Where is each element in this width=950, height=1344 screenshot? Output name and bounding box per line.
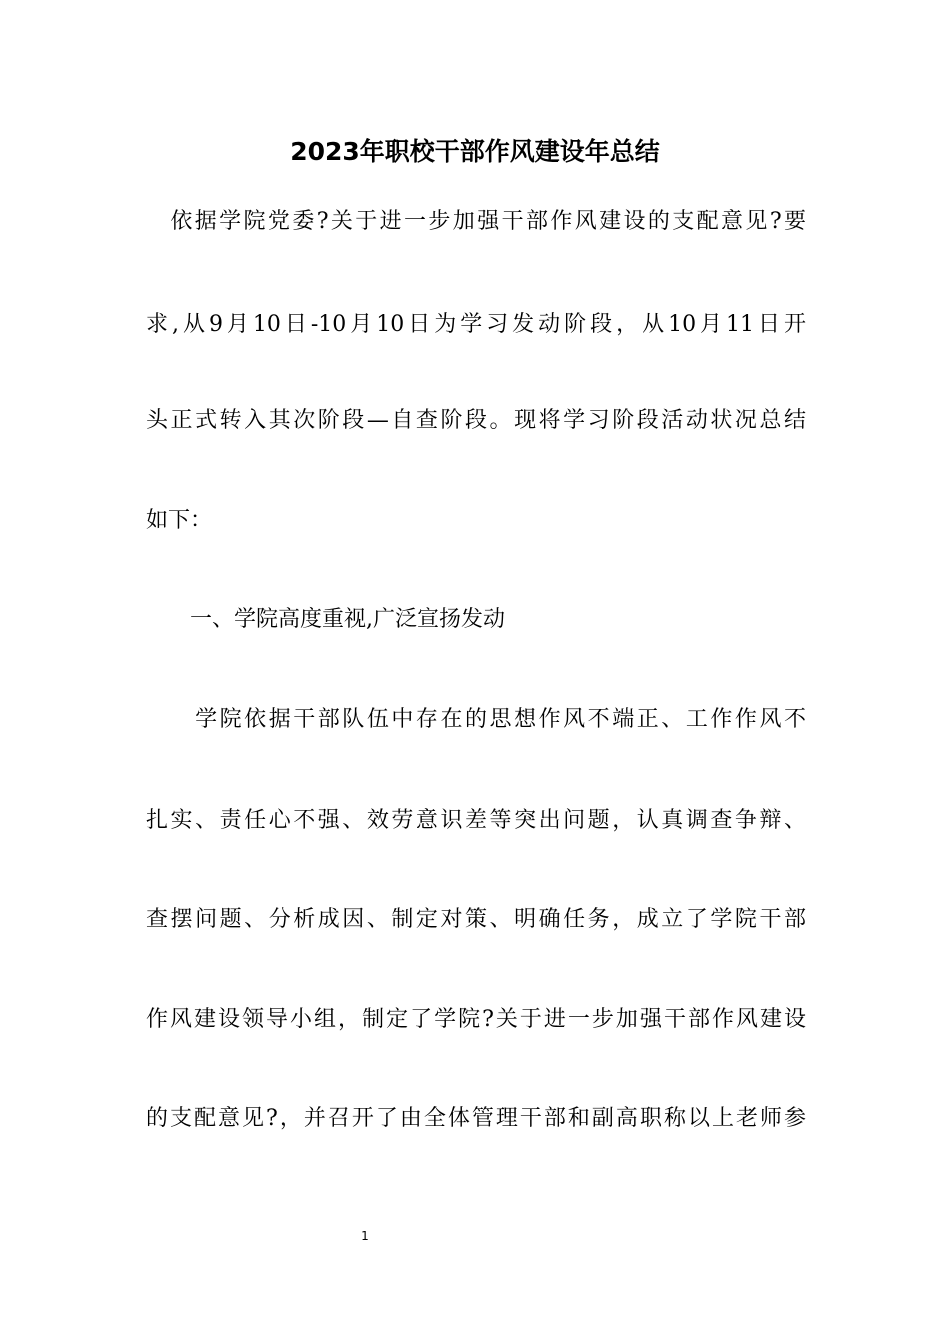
paragraph-line: 求,从9月10日-10月10日为学习发动阶段，从10月11日开 — [146, 312, 806, 337]
section-heading: 一、学院高度重视,广泛宣扬发动 — [146, 607, 505, 632]
document-title: 2023年职校干部作风建设年总结 — [290, 137, 660, 166]
paragraph-line: 头正式转入其次阶段—自查阶段。现将学习阶段活动状况总结 — [146, 408, 806, 433]
paragraph-line: 作风建设领导小组，制定了学院?关于进一步加强干部作风建设 — [146, 1007, 806, 1032]
paragraph-line: 依据学院党委?关于进一步加强干部作风建设的支配意见?要 — [146, 209, 806, 234]
paragraph-line: 查摆问题、分析成因、制定对策、明确任务，成立了学院干部 — [146, 907, 806, 932]
page-number: 1 — [361, 1229, 369, 1243]
paragraph-line: 的支配意见?，并召开了由全体管理干部和副高职称以上老师参 — [146, 1106, 806, 1131]
paragraph-line: 扎实、责任心不强、效劳意识差等突出问题，认真调查争辩、 — [146, 808, 806, 833]
paragraph-line: 如下： — [146, 508, 213, 533]
paragraph-line: 学院依据干部队伍中存在的思想作风不端正、工作作风不 — [146, 707, 806, 732]
